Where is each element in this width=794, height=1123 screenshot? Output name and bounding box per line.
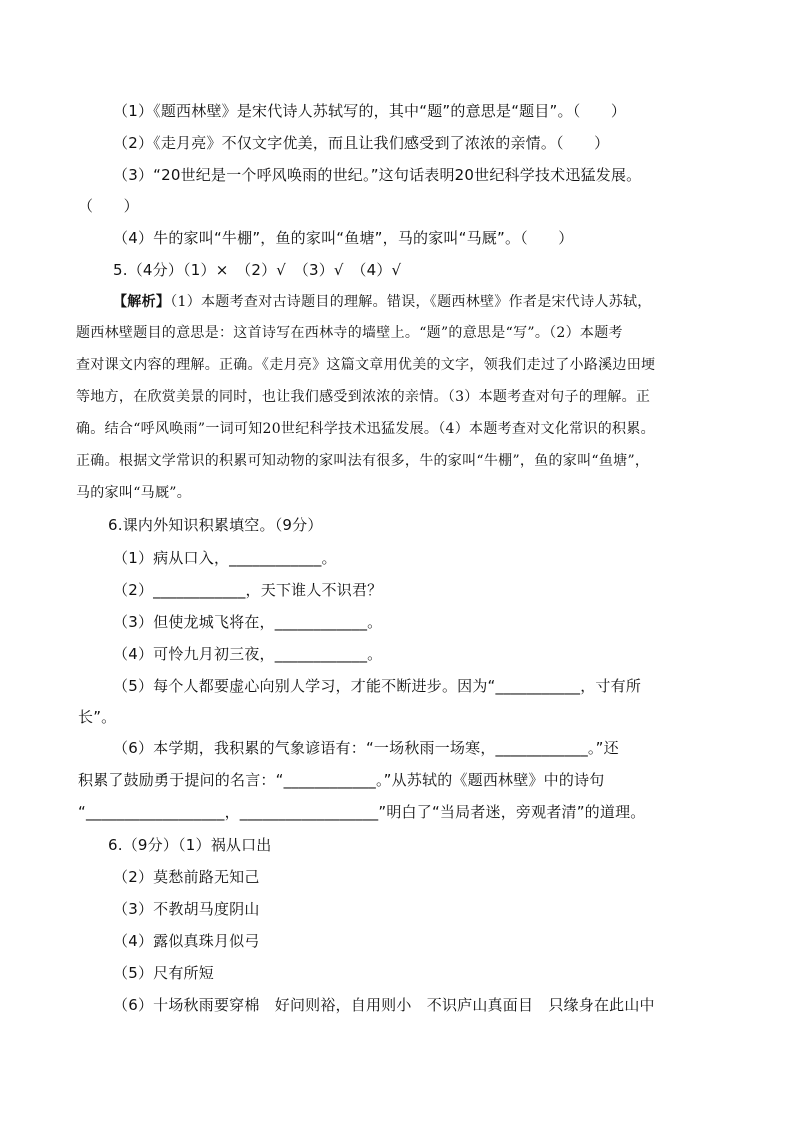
q4-item-3-continuation: （ ） [78,197,139,215]
analysis-label: 【解析】 [113,294,171,310]
analysis-5-line-1 [113,292,652,312]
q4-item-3: （3）“20世纪是一个呼风唤雨的世纪。”这句话表明20世纪科学技术迅猛发展。 [113,166,642,184]
q6-item-5-continuation: 长”。 [78,708,117,726]
analysis-5-line-3: 查对课文内容的理解。正确。《走月亮》这篇文章用优美的文字，领我们走过了小路溪边田埂 [76,357,656,373]
q6-item-1: （1）病从口入，____________。 [113,549,337,567]
analysis-5-line-5: 确。结合“呼风唤雨”一词可知20世纪科学技术迅猛发展。（4）本题考查对文化常识的积累。 [76,421,655,437]
q6-item-6-continuation: 积累了鼓励勇于提问的名言：“____________。”从苏轼的《题西林壁》中的诗句 [78,771,605,789]
q4-item-1: （1）《题西林壁》是宋代诗人苏轼写的，其中“题”的意思是“题目”。（ ） [113,102,627,120]
answer-6-line-2: （2）莫愁前路无知己 [113,868,260,886]
analysis-5-line-7: 马的家叫“马厩”。 [76,485,192,501]
q6-title: 6.课内外知识积累填空。（9分） [108,516,323,534]
answer-6-line-3: （3）不教胡马度阴山 [113,900,260,918]
q6-item-6: （6）本学期，我积累的气象谚语有：“一场秋雨一场寒，____________。”还 [113,739,619,757]
answer-6-line-6: （6）十场秋雨要穿棉 好问则裕，自用则小 不识庐山真面目 只缘身在此山中 [113,996,655,1014]
q6-item-5: （5）每个人都要虚心向别人学习，才能不断进步。因为“___________，寸有所 [113,677,642,695]
analysis-5-text-1: （1）本题考查对古诗题目的理解。错误，《题西林壁》作者是宋代诗人苏轼， [170,294,652,310]
answer-6-line-1: 6.（9分）（1）祸从口出 [108,836,272,854]
q6-item-3: （3）但使龙城飞将在，____________。 [113,613,383,631]
q4-item-4: （4）牛的家叫“牛棚”，鱼的家叫“鱼塘”，马的家叫“马厩”。（ ） [113,229,574,247]
analysis-5-line-4: 等地方，在欣赏美景的同时，也让我们感受到浓浓的亲情。（3）本题考查对句子的理解。正 [76,389,651,405]
analysis-5-line-2: 题西林壁题目的意思是：这首诗写在西林寺的墙壁上。“题”的意思是“写”。（2）本题考 [76,325,623,341]
q4-item-2: （2）《走月亮》不仅文字优美，而且让我们感受到了浓浓的亲情。（ ） [113,134,610,152]
answer-6-line-4: （4）露似真珠月似弓 [113,932,260,950]
analysis-5-line-6: 正确。根据文学常识的积累可知动物的家叫法有很多，牛的家叫“牛棚”，鱼的家叫“鱼塘”， [76,453,650,469]
answer-5: 5.（4分）（1）× （2）√ （3）√ （4）√ [113,261,402,279]
answer-6-line-5: （5）尺有所短 [113,964,214,982]
q6-item-2: （2）____________，天下谁人不识君？ [113,581,383,599]
q6-item-4: （4）可怜九月初三夜，____________。 [113,645,383,663]
q6-item-6-continuation-2: “__________________，__________________”明白了“当局者迷，旁观者清”的道理。 [78,803,646,821]
